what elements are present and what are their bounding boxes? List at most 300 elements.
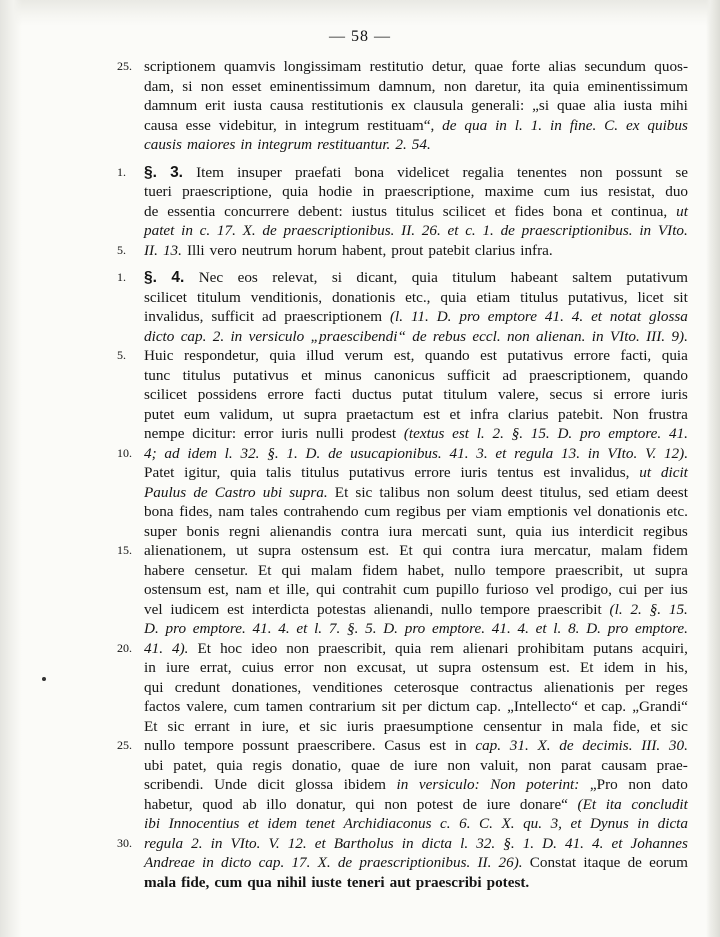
word: hodie — [318, 183, 353, 200]
word: iuris — [281, 425, 309, 442]
word: Item — [196, 163, 224, 181]
word: 3, — [550, 815, 562, 832]
word: possunt — [615, 163, 663, 181]
word: aut — [389, 873, 411, 891]
word: 2. — [492, 425, 504, 442]
text-line — [117, 541, 688, 561]
word: III. — [641, 737, 661, 754]
word: tales — [250, 503, 278, 520]
word: titulus, — [539, 483, 582, 501]
word: iure — [486, 795, 511, 813]
word: supra — [258, 542, 292, 559]
word: habere — [144, 561, 185, 579]
margin-mark — [42, 677, 46, 681]
word: valuit, — [480, 756, 519, 774]
word: Innocentius — [168, 815, 240, 832]
word: quia — [282, 183, 309, 200]
word: ut — [282, 405, 295, 423]
word: cum — [543, 183, 570, 200]
word: tentus — [497, 464, 534, 481]
text-line — [144, 619, 688, 639]
text-line — [144, 116, 688, 136]
word: qui — [316, 581, 336, 598]
word: D. — [436, 308, 452, 325]
word: tempore — [183, 737, 234, 754]
word: in — [549, 116, 562, 134]
word: videbitur, — [218, 116, 277, 134]
word: quia — [440, 288, 467, 306]
word: in — [401, 834, 414, 852]
word: prodigo, — [560, 581, 612, 598]
word: ita — [605, 795, 622, 813]
word: secundum — [584, 58, 646, 75]
word: integrum — [257, 136, 313, 153]
word: cum — [403, 581, 430, 598]
word: per — [625, 678, 645, 696]
word: patebit. — [558, 405, 604, 423]
word: praescribere. — [297, 737, 376, 754]
word: emptionis — [507, 503, 568, 520]
word: quae — [351, 756, 380, 774]
word: 26). — [498, 854, 523, 871]
word: nullo — [454, 561, 486, 579]
word: sufficit — [447, 366, 490, 384]
word: forte — [511, 58, 541, 75]
word: nam — [235, 581, 262, 598]
word: dicto — [221, 854, 252, 871]
word: habent, — [342, 241, 387, 259]
word: et — [591, 308, 603, 325]
word: D. — [586, 620, 601, 637]
word: de — [462, 795, 478, 813]
word: 9). — [671, 327, 688, 345]
word: Archidiaconus — [343, 815, 432, 832]
word: his, — [666, 659, 688, 676]
word: poterint: — [526, 776, 580, 793]
word: et — [584, 698, 596, 715]
word: tenet — [305, 815, 335, 832]
word: non — [323, 659, 347, 676]
word: resistat, — [608, 183, 655, 200]
word: in — [591, 327, 604, 345]
word: contrarium — [308, 698, 376, 715]
text-line — [144, 697, 688, 717]
word: titulus — [395, 202, 434, 220]
word: dictum — [427, 698, 470, 715]
word: 2. — [395, 136, 407, 153]
line-number: 10. — [117, 445, 132, 460]
word: si — [331, 269, 342, 286]
word: §. — [503, 834, 515, 852]
word: habet, — [407, 561, 445, 579]
word: furioso — [485, 581, 529, 598]
word: „Intellecto“ — [507, 698, 578, 715]
word: ita — [529, 77, 545, 95]
word: horum — [297, 241, 337, 259]
word: ex — [391, 97, 406, 114]
word: ille, — [286, 581, 310, 598]
word: est — [429, 737, 447, 754]
word: bona — [144, 503, 174, 520]
word: titulum — [196, 288, 241, 306]
word: Et — [579, 659, 594, 676]
word: 1. — [482, 222, 494, 239]
word: regibus — [396, 503, 441, 520]
word: errat, — [199, 659, 232, 676]
word: emptore. — [192, 620, 246, 637]
word: alienationis — [543, 678, 614, 696]
word: 12). — [663, 444, 688, 462]
word: nihil — [276, 873, 307, 891]
word: eminentissimum — [587, 77, 688, 95]
word: VIto. — [609, 327, 640, 345]
word: praescriptionibus. — [283, 222, 395, 239]
word: in — [396, 776, 409, 793]
word: 2. — [212, 327, 225, 345]
word: et — [247, 815, 259, 832]
word: 15. — [530, 425, 550, 442]
word: quia — [269, 347, 296, 364]
word: generali: — [471, 97, 525, 114]
word: pro — [459, 308, 480, 325]
word: X. — [242, 222, 256, 239]
word: venditionis, — [250, 288, 323, 306]
word: nulli — [315, 425, 344, 442]
word: quia — [216, 756, 243, 774]
word: talis — [266, 464, 292, 481]
word: itaque — [583, 854, 621, 871]
word: 4. — [171, 269, 185, 286]
word: Patet — [144, 464, 175, 481]
word: notat — [609, 308, 642, 325]
word: saltem — [572, 269, 612, 286]
word: non — [628, 776, 652, 793]
word: et — [611, 834, 623, 852]
word: errore — [613, 386, 651, 403]
word: scilicet — [144, 386, 188, 403]
word: cum — [364, 503, 391, 520]
word: „Pro — [589, 776, 618, 793]
word: quos- — [654, 58, 688, 75]
word: qui — [144, 678, 164, 696]
word: patebit — [428, 241, 470, 259]
word: et — [301, 366, 313, 384]
word: fine. — [569, 116, 597, 134]
text-line — [144, 405, 688, 425]
word: restituantur. — [317, 136, 391, 153]
word: quia — [395, 639, 422, 657]
text-line — [144, 96, 688, 116]
word: iuris — [460, 464, 488, 481]
word: etiam — [615, 483, 650, 501]
word: illud — [306, 347, 334, 364]
word: non — [506, 327, 530, 345]
word: in — [454, 737, 467, 754]
word: titulus — [520, 288, 559, 306]
word: iuris — [660, 386, 688, 403]
word: in — [210, 834, 223, 852]
word: Andreae — [144, 854, 195, 871]
word: dicit — [660, 464, 688, 481]
word: ubi — [262, 483, 283, 501]
text-line — [117, 241, 688, 261]
word: titulum — [443, 386, 488, 403]
word: donatio, — [291, 756, 342, 774]
word: X. — [317, 854, 331, 871]
word: in — [362, 183, 375, 200]
word: licet — [637, 288, 664, 306]
word: C. — [604, 116, 619, 134]
word: §. — [511, 425, 523, 442]
word: dicta — [657, 815, 688, 832]
line-number: 5. — [117, 242, 126, 257]
word: X. — [537, 737, 551, 754]
word: alienandis — [269, 522, 332, 540]
word: 5. — [365, 620, 377, 637]
word: non — [286, 639, 310, 657]
word: malam — [601, 542, 643, 559]
word: iuris — [346, 717, 374, 735]
text-line — [144, 580, 688, 600]
word: regis — [252, 756, 283, 774]
word: ductus — [352, 386, 392, 403]
word: si — [593, 386, 604, 403]
text-line — [144, 814, 688, 834]
word: clarius — [474, 241, 516, 259]
word: prohibitam — [517, 639, 585, 657]
word: mihi — [660, 97, 688, 114]
word: et — [495, 444, 507, 462]
word: 6. — [459, 815, 471, 832]
word: ostensum — [481, 659, 539, 676]
word: infra — [469, 405, 499, 423]
word: super — [144, 522, 177, 540]
word: detur, — [431, 58, 467, 75]
word: Dynus — [589, 815, 629, 832]
word: supra — [303, 405, 337, 423]
word: 13. — [162, 241, 182, 259]
word: regula — [514, 444, 554, 462]
word: Illi — [186, 241, 205, 259]
word: dicto — [144, 327, 175, 345]
word: in — [230, 327, 243, 345]
word: ex — [626, 116, 640, 134]
word: emptore. — [634, 620, 688, 637]
word: restitutio — [369, 58, 424, 75]
word: titulus — [301, 464, 340, 481]
word: errant — [194, 717, 230, 735]
word: 15. — [668, 600, 688, 618]
word: „si — [532, 97, 550, 114]
word: tempore — [495, 561, 546, 579]
word: contrahendo — [283, 503, 359, 520]
word: et — [449, 405, 461, 423]
word: praescriptione, — [182, 183, 272, 200]
text-line — [144, 775, 688, 795]
word: patet — [144, 222, 175, 239]
word: eum — [183, 405, 210, 423]
word: in — [587, 444, 600, 462]
word: restituam“, — [367, 116, 435, 134]
word: infra. — [520, 241, 553, 259]
word: quod — [202, 795, 233, 813]
word: ut — [639, 464, 652, 481]
word: 41. — [668, 425, 688, 442]
word: 41. — [491, 620, 511, 637]
word: habeant — [510, 269, 558, 286]
word: vel — [144, 600, 163, 618]
word: in — [144, 659, 156, 676]
line-number: 25. — [117, 738, 132, 752]
word: l. — [314, 620, 323, 637]
word: ius — [580, 183, 598, 200]
word: solum — [456, 483, 495, 501]
word: facti, — [620, 347, 652, 364]
word: (textus — [403, 425, 445, 442]
line-number: 20. — [117, 640, 132, 655]
word: cap. — [180, 327, 207, 345]
word: contrahit — [342, 581, 397, 598]
word: VIto. — [230, 834, 261, 852]
word: non — [384, 795, 408, 813]
word: 41. — [449, 444, 469, 462]
word: si — [182, 77, 193, 95]
word: praescribit, — [318, 639, 386, 657]
word: 1. — [286, 444, 298, 462]
word: acquiri, — [641, 639, 688, 657]
word: potestas — [316, 600, 366, 618]
word: ideo — [251, 639, 278, 657]
word: rebus — [432, 327, 467, 345]
word: erit — [205, 97, 226, 114]
word: Paulus — [144, 483, 187, 501]
word: pro — [579, 425, 601, 442]
word: alienandi, — [373, 600, 434, 618]
word: de — [442, 116, 457, 134]
word: viam — [471, 503, 502, 520]
word: esse — [185, 116, 211, 134]
word: 4). — [172, 639, 189, 657]
word: etc. — [666, 503, 688, 520]
word: igitur, — [184, 464, 221, 481]
word: cap. — [476, 698, 502, 715]
word: mercatur, — [533, 542, 592, 559]
word: ibi — [144, 815, 161, 832]
word: Et — [399, 542, 413, 559]
word: 4. — [592, 834, 604, 852]
word: restitutionis — [311, 97, 384, 114]
word: „Grandi“ — [632, 698, 688, 715]
text-line — [144, 385, 688, 405]
word: (Et — [577, 795, 597, 813]
word: alienationem, — [144, 542, 227, 559]
word: 7. — [328, 620, 341, 637]
word: sic — [167, 717, 185, 735]
word: causis — [144, 136, 182, 153]
line-number: 30. — [117, 835, 132, 850]
word: cum — [233, 698, 260, 715]
word: idem — [187, 444, 217, 462]
text-line — [144, 795, 688, 815]
word: 32. — [476, 834, 496, 852]
word: alias — [548, 58, 577, 75]
word: quia — [515, 522, 542, 540]
word: putativum — [626, 269, 688, 286]
word: maxime — [484, 183, 534, 200]
word: 3. — [476, 444, 488, 462]
word: ibidem — [343, 776, 386, 793]
word: iuste — [311, 873, 342, 891]
word: dicta — [421, 834, 453, 852]
word: per — [402, 698, 422, 715]
word: 1. — [530, 116, 543, 134]
word: regalia — [462, 163, 504, 181]
word: pupillo — [435, 581, 479, 598]
line-number: 5. — [117, 348, 126, 362]
word: scilicet — [442, 202, 486, 220]
word: putat — [402, 386, 433, 403]
text-line — [144, 307, 688, 327]
word: de — [627, 854, 642, 871]
word: quando — [643, 366, 688, 384]
word: parat — [561, 756, 592, 774]
word: ius — [551, 522, 570, 540]
word: II. — [144, 241, 158, 259]
word: nempe — [144, 425, 185, 442]
word: eos — [237, 269, 258, 286]
word: nam — [218, 503, 245, 520]
word: de — [144, 202, 159, 220]
word: §. — [346, 620, 359, 637]
word: mala — [144, 873, 177, 891]
word: dicit — [257, 776, 285, 793]
word: non — [579, 163, 603, 181]
word: quibus — [647, 116, 688, 134]
word: sic — [319, 717, 337, 735]
word: 8. — [568, 620, 580, 637]
word: prae- — [656, 756, 688, 774]
word: fide, — [612, 717, 641, 735]
word: sic — [671, 717, 688, 735]
word: 13. — [561, 444, 580, 462]
text-line — [117, 834, 688, 854]
scan-edge-left — [0, 0, 22, 937]
word: est — [480, 347, 498, 364]
word: Bartholus — [333, 834, 394, 852]
word: dato — [661, 776, 688, 793]
text-line — [144, 463, 688, 483]
word: in — [551, 717, 564, 735]
word: sit — [673, 288, 688, 306]
word: 32. — [240, 444, 260, 462]
word: etiam — [476, 288, 511, 306]
text-line — [144, 327, 688, 347]
word: valere, — [186, 698, 228, 715]
word: in — [495, 116, 507, 134]
word: D. — [557, 425, 573, 442]
word: clausula — [413, 97, 464, 114]
scan-edge-right — [706, 0, 720, 937]
word: quae — [474, 58, 504, 75]
word: 4. — [278, 620, 290, 637]
text-line — [117, 268, 688, 288]
word: qu. — [523, 815, 543, 832]
word: l. — [476, 425, 485, 442]
text-line — [117, 736, 688, 756]
word: cui — [618, 581, 638, 598]
word: cap. — [258, 854, 285, 871]
word: regni — [229, 522, 261, 540]
